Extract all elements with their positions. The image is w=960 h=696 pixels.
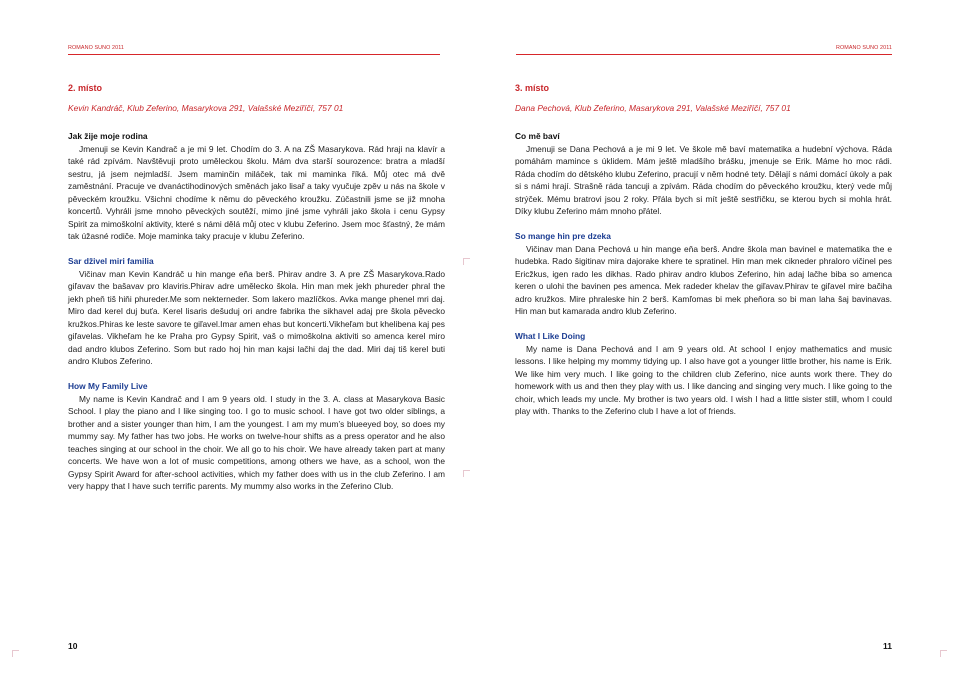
section-heading: Jak žije moje rodina: [68, 131, 148, 141]
section-text: My name is Kevin Kandrač and I am 9 years old. I study in the 3. A. class at Masarykova Basic School. I play the piano and I like singing too. I go to music school. I have got two older siblings, a brother and a sister younger than him, I am the youngest. I am my mum’s blueeyed boy, so does my mummy say. My father has two jobs. He works on twelve-hour shifts as a press operator and he also teaches singing at our school in the choir. We all go to his choir. We have already taken part at many concerts. We have won a lot of music competitions, among others we have, as a school, won the Gypsy Spirit Award for after-school activities, which my father does with us in the club Zeferino. I am very happy that I have such terrific parents. My mummy also works in the Zeferino Club.: [68, 393, 445, 491]
section-heading: What I Like Doing: [515, 331, 586, 341]
header-rule-left: [68, 54, 440, 55]
author-line-right: Dana Pechová, Klub Zeferino, Masarykova 291, Valašské Meziříčí, 757 01: [515, 103, 791, 113]
section-heading: How My Family Live: [68, 381, 148, 391]
section-text: Vičinav man Dana Pechová u hin mange eňa berš. Andre škola man bavinel e matematika the e hudebka. Rado šigitinav mira dajorake khere te spratinel. Hin man mek cikneder phraloro vičinel pes Ericžkus, igen rado les dikhas. Rado phirav andro klubos Zeferino, hin adaj lačhe biba so amenca keren o ulohi the bavinen pes amenca. Mek radeder khelav the giľavav.Phirav te giľavel mire bačiha adro kružkos. Mire phraleske hin 2 berš. Kamľomas bi mek pheňora so bi man laha šaj bavinavas. Hin man but kamarada andro klub Zeferino.: [515, 243, 892, 316]
left-text-column: [68, 130, 445, 493]
crop-mark: [12, 650, 19, 657]
section-text: Jmenuji se Dana Pechová a je mi 9 let. Ve škole mě baví matematika a hudební výchova. Ráda pomáhám mamince s úklidem. Mám ještě mladšího brášku, jmenuje se Erik. Máme ho moc rádi. Ráda chodím do dětského klubu Zeferino, pracují v něm hodné tety. Dělají s námi domácí úkoly a pak si s námi hrají. Strašně ráda tancuji a zpívám. Ráda chodím do pěveckého kroužku, který vede můj strýček. Mému bratrovi jsou 2 roky. Přála bych si mít ještě sestřičku, se kterou bych si mohla hrát. Díky klubu Zeferino mám mnoho přátel.: [515, 143, 892, 216]
running-title-right: ROMANO SUNO 2011: [835, 45, 892, 51]
section-heading: Sar dživel miri familia: [68, 256, 154, 266]
header-rule-right: [516, 54, 892, 55]
section-heading: So mange hin pre dzeka: [515, 231, 611, 241]
author-line-left: Kevin Kandráč, Klub Zeferino, Masarykova 291, Valašské Meziříčí, 757 01: [68, 103, 344, 113]
section-text: My name is Dana Pechová and I am 9 years old. At school I enjoy mathematics and music lessons. I like helping my mommy tidying up. I also have got a younger little brother, his name is Erik. We like him very much. I like going to the children club Zeferino, nice aunts work there. They do homework with us and then they play with us. I like dancing and singing very much. I like going to the choir, which leads my uncle. My brother is two years old. I wish I had a little sister still, whom I could play with. Thanks to the Zeferino club I have a lot of friends.: [515, 343, 892, 416]
section-text: Vičinav man Kevin Kandráč u hin mange eňa berš. Phirav andre 3. A pre ZŠ Masarykova.Rado giľavav the bašavav pro klaviris.Phirav adre umělecko škola. Hin man mek jekh phureder phral the jekh pheň tiš hiňi phureder.Me som nekterneder. Som lakero mazlíčkos. Avka mange phenel mri daj. Miro dad kerel duj buťa. Kerel lisaris dešuduj ori andre fabrika the sikhavel adaj pre škola pěvecko kružkos.Phiras ke leste savore te giľavel.Imar amen ehas but koncerti.Vikheľam but khelibena kaj pes giľavelas. Vikheľam he ke Praha pro Gypsy Spirit, vaš o mimoškolna aktiviti so amenca kerel miro dad andro klubos Zeferino. Som but rado hoj hin man kajsi lačhi daj the dad. Miri daj tiš kerel buti andro Klubos Zeferino.: [68, 268, 445, 366]
running-title-left: ROMANO SUNO 2011: [68, 45, 125, 51]
page-number-left: 10: [68, 641, 78, 651]
crop-mark: [463, 258, 470, 265]
section-text: Jmenuji se Kevin Kandrač a je mi 9 let. Chodím do 3. A na ZŠ Masarykova. Rád hraji na klavír a také rád zpívám. Navštěvuji proto uměleckou školu. Mám dva starší sourozence: bratra a mladší sestru, já jsem nejmladší. Jsem maminčin miláček, tak mi maminka říká. Můj otec má dvě zaměstnání. Pracuje ve dvanáctihodinových směnách jako lisař a taky vyučuje zpěv u nás na škole v pěveckém kroužku. Všichni chodíme k němu do pěveckého kroužku. Zúčastnili jsme se již mnoha koncertů. Vyhráli jsme mnoho pěveckých soutěží, mimo jiné jsme vyhráli jako škola i cenu Gypsy Spirit za mimoškolní aktivity, které s námi dělá můj otec v klubu Zeferino. Jsem moc šťastný, že mám tak úžasné rodiče. Moje maminka taky pracuje v klubu Zeferino.: [68, 143, 445, 241]
right-page: [480, 0, 960, 696]
crop-mark: [940, 650, 947, 657]
page-number-right: 11: [883, 641, 892, 651]
right-text-column: [515, 130, 892, 418]
section-heading: Co mě baví: [515, 131, 560, 141]
place-heading-left: 2. místo: [68, 83, 103, 93]
crop-mark: [463, 470, 470, 477]
place-heading-right: 3. místo: [515, 83, 550, 93]
